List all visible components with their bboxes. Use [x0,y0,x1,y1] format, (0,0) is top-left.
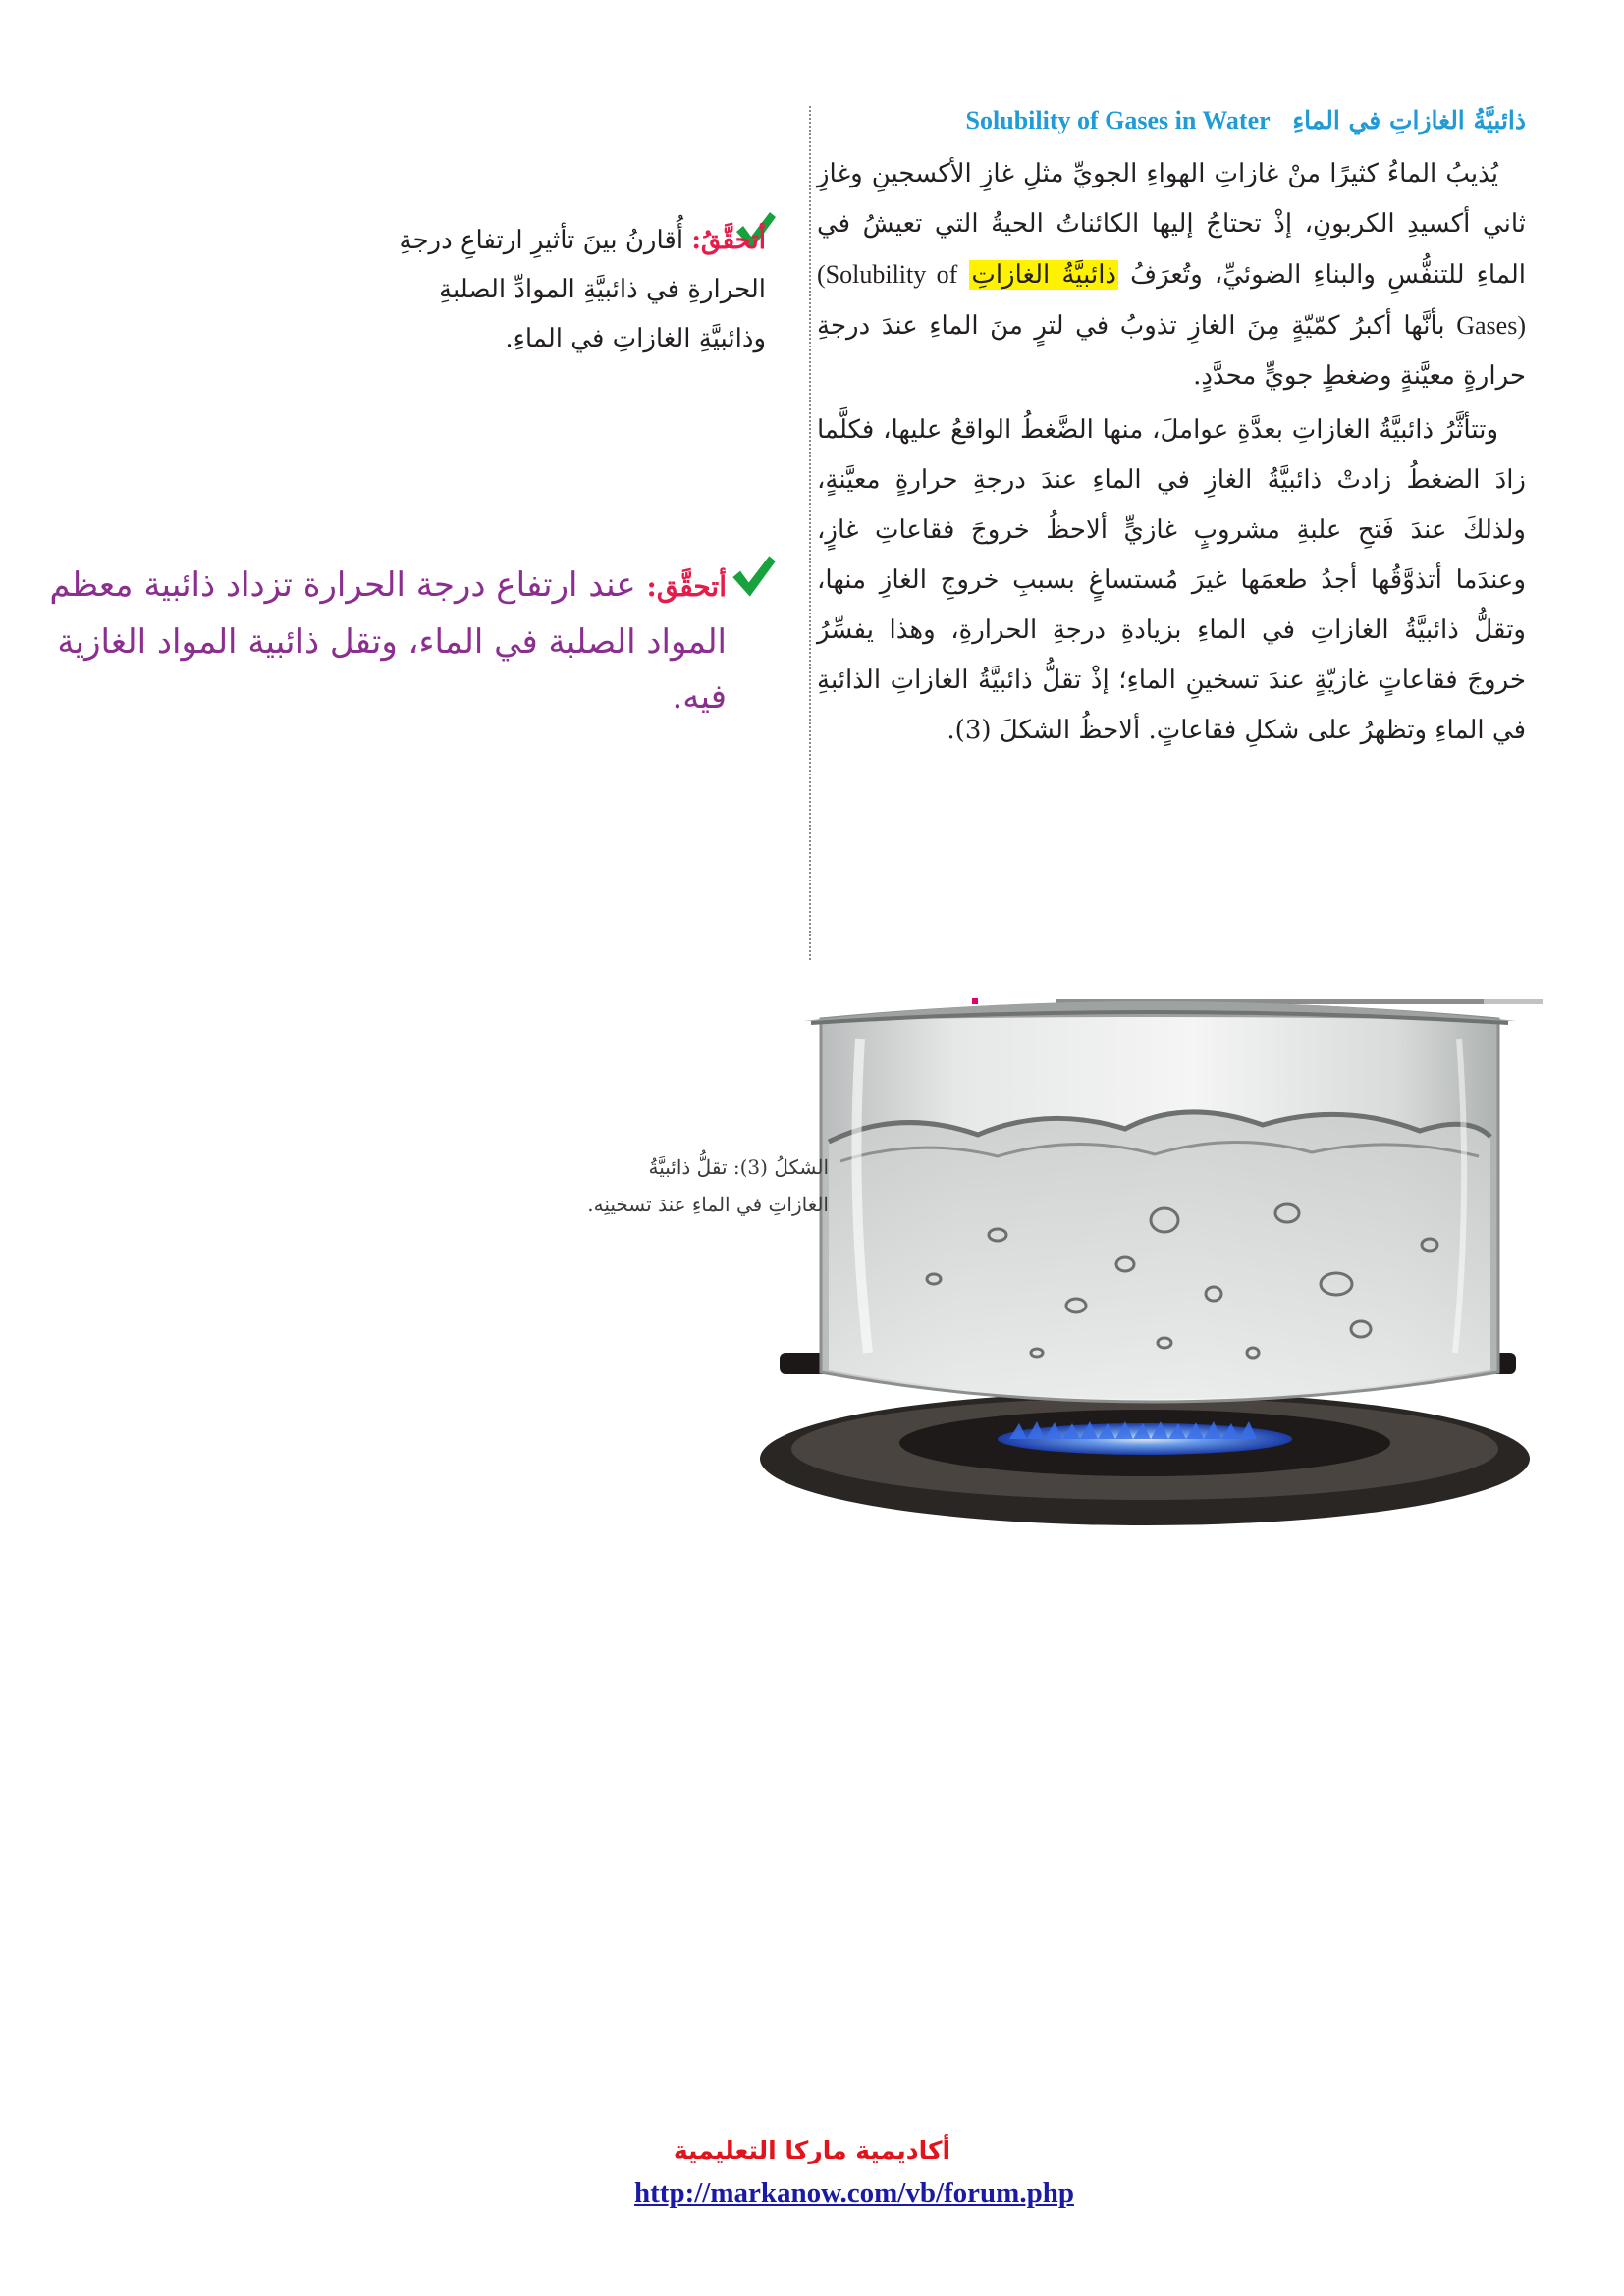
footer-link[interactable]: http://markanow.com/vb/forum.php [634,2177,1074,2209]
paragraph1-part1: يُذيبُ الماءُ كثيرًا منْ غازاتِ الهواءِ الجويِّ مثلِ غازِ الأكسجينِ وغازِ ثاني أكسيدِ الكربونِ، إذْ تحتاجُ إليها الكائناتُ الحيةُ التي تعيشُ في الماءِ للتنفُّسِ والبناءِ الضوئيِّ، وتُعرَفُ [817,159,1526,290]
main-column [817,106,1526,756]
paragraph-factors: وتتأثَّرُ ذائبيَّةُ الغازاتِ بعدَّةِ عواملَ، منها الضَّغطُ الواقعُ عليها، فكلَّما زادَ الضغطُ زادتْ ذائبيَّةُ الغازِ في الماءِ عندَ درجةِ حرارةٍ معيَّنةٍ، ولذلكَ عندَ فَتحِ علبةِ مشروبٍ غازيٍّ ألاحظُ خروجَ فقاعاتِ غازٍ، وعندَما أتذوَّقُها أجدُ طعمَها غيرَ مُستساغٍ بسببِ خروجِ الغازِ منها، وتقلُّ ذائبيَّةُ الغازاتِ في الماءِ بزيادةِ درجةِ الحرارةِ، وهذا يفسِّرُ خروجَ فقاعاتٍ غازيّةٍ عندَ تسخينِ الماءِ؛ إذْ تقلُّ ذائبيَّةُ الغازاتِ الذائبةِ في الماءِ وتظهرُ على شكلِ فقاعاتٍ. ألاحظُ الشكلَ (3). [817,415,1526,745]
figure-caption: الشكلُ (3): تقلُّ ذائبيَّةُ الغازاتِ في الماءِ عندَ تسخينِه. [587,1155,829,1216]
footer-organization: أكاديمية ماركا التعليمية [673,2136,951,2164]
check-icon [729,552,778,601]
check-note [389,216,766,363]
section-title-arabic: ذائبيَّةُ الغازاتِ في الماءِ [1292,106,1526,134]
section-title-english: Solubility of Gases in Water [965,106,1271,134]
check-note-label: أتحقَّقُ: [691,226,766,255]
paragraph1-part2: بأنَّها أكبرُ كمّيّةٍ مِنَ الغازِ تذوبُ في لترٍ منَ الماءِ عندَ درجةِ حرارةٍ معيَّنةٍ وضغطٍ جويٍّ محدَّدٍ. [817,311,1526,391]
dotted-divider [809,106,811,960]
section-title [817,106,1526,135]
english-term: (Solubility of Gases) [817,260,1526,340]
check-note-text: أُقارنُ بينَ تأثيرِ ارتفاعِ درجةِ الحرارةِ في ذائبيَّةِ الموادِّ الصلبةِ وذائبيَّةِ الغازاتِ في الماءِ. [399,226,766,353]
pot-photo [752,999,1543,1537]
answer-note-text: عند ارتفاع درجة الحرارة تزداد ذائبية معظم المواد الصلبة في الماء، وتقل ذائبية المواد الغازية فيه. [49,565,727,717]
answer-note-label: أتحقَّق: [646,570,727,603]
highlighted-term: ذائبيَّةُ الغازاتِ [971,260,1117,290]
paragraph-definition [817,149,1526,401]
answer-note [39,558,727,724]
